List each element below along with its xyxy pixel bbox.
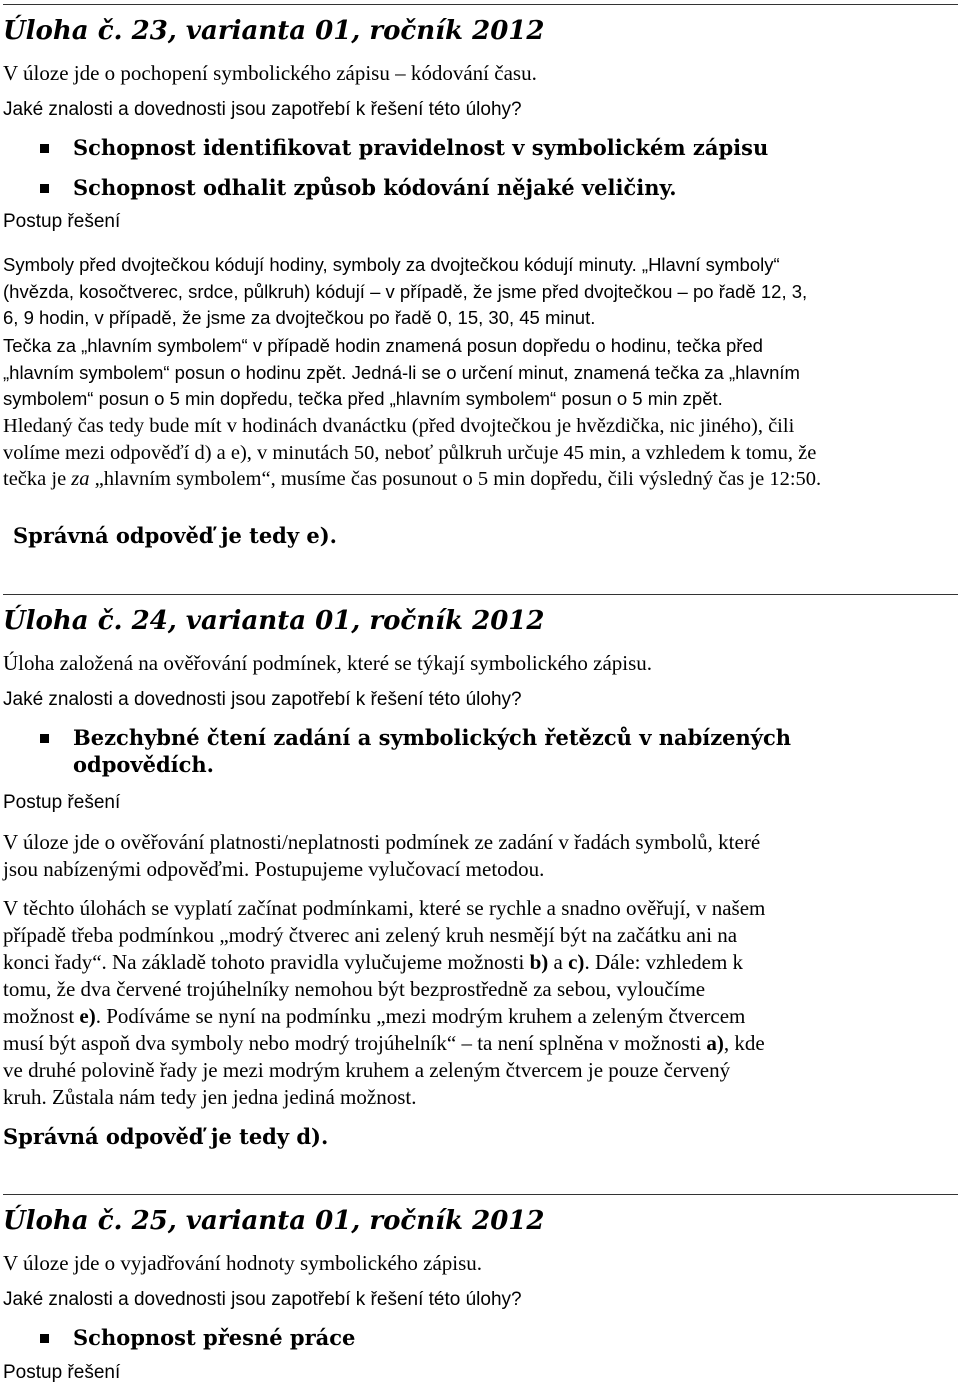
task-23-heading: Úloha č. 23, varianta 01, ročník 2012 (3, 16, 545, 46)
task-24-answer: Správná odpověď je tedy d). (3, 1124, 329, 1149)
task-23-paragraph-2: Tečka za „hlavním symbolem“ v případě hodin znamená posun dopředu o hodinu, tečka před „hlavním symbolem“ posun o hodinu zpět. Jedná-li se o určení minut, znamená tečka za „hlavním symbolem“ posun o 5 min dopředu, tečka před „hlavním symbolem“ posun o 5 min zpět. (3, 335, 800, 409)
document-page: Úloha č. 23, varianta 01, ročník 2012 V úloze jde o pochopení symbolického zápisu – kódování času. Jaké znalosti a dovednosti jsou zapotřebí k řešení této úlohy? Schopnost identifikovat pravidelnost v symbolickém zápisu Schopnost odhalit způsob kódování nějaké veličiny. Postup řešení Symboly před dvojtečkou kódují hodiny, symboly za dvojtečkou kódují minuty. „Hlavní symboly“ (hvězda, kosočtverec, srdce, půlkruh) kódují – v případě, že jsme před dvojtečkou – po řadě 12, 3, 6, 9 hodin, v případě, že jsme za dvojtečkou po řadě 0, 15, 30, 45 minut. Tečka za „hlavním symbolem“ v případě hodin znamená posun dopředu o hodinu, tečka před „hlavním symbolem“ posun o hodinu zpět. Jedná-li se o určení minut, znamená tečka za „hlavním symbolem“ posun o 5 min dopředu, tečka před „hlavním symbolem“ posun o 5 min zpět. Hledaný čas tedy bude mít v hodinách dvanáctku (před dvojtečkou je hvězdička, nic jiného), čili volíme mezi odpověďí d) a e), v minutách 50, neboť půlkruh určuje 45 min, a vzhledem k tomu, že tečka je za „hlavním symbolem“, musíme čas posunout o 5 min dopředu, čili výsledný čas je 12:50. Správná odpověď je tedy e). Úloha č. 24, varianta 01, ročník 2012 Úloha založená na ověřování podmínek, které se týkají symbolického zápisu. Jaké znalosti a dovednosti jsou zapotřebí k řešení této úlohy? Bezchybné čtení zadání a symbolických řetězců v nabízených odpovědích. Postup řešení V úloze jde o ověřování platnosti/neplatnosti podmínek ze zadání v řadách symbolů, které jsou nabízenými odpověďmi. Postupujeme vylučovací metodou. V těchto úlohách se vyplatí začínat podmínkami, které se rychle a snadno ověřují, v našem případě třeba podmínkou „modrý čtverec ani zelený kruh nesmějí být na začátku ani na konci řady“. Na základě tohoto pravidla vylučujeme možnosti b) a c). Dále: vzhledem k tomu, že dva červené trojúhelníky nemohou být bezprostředně za sebou, vyloučíme možnost e). Podíváme se nyní na podmínku „mezi modrým kruhem a zeleným čtvercem musí být aspoň dva symboly nebo modrý trojúhelník“ – ta není splněna v možnosti a), kde ve druhé polovině řady je mezi modrým kruhem a zeleným čtvercem je pouze červený kruh. Zůstala nám tedy jen jedna jediná možnost. Správná odpověď je tedy d). Úloha č. 25, varianta 01, ročník 2012 V úloze jde o vyjadřování hodnoty symbolického zápisu. Jaké znalosti a dovednosti jsou zapotřebí k řešení této úlohy? Schopnost přesné práce Postup řešení (0, 0, 960, 1390)
task-25-skills-question: Jaké znalosti a dovednosti jsou zapotřebí k řešení této úlohy? (3, 1289, 522, 1310)
task-23-skills-question: Jaké znalosti a dovednosti jsou zapotřebí k řešení této úlohy? (3, 99, 522, 120)
section-divider (3, 1194, 958, 1195)
task-25-procedure-label: Postup řešení (3, 1362, 121, 1383)
bullet-square-icon (40, 1334, 49, 1343)
task-23-procedure-label: Postup řešení (3, 211, 121, 232)
bullet-square-icon (40, 144, 49, 153)
task-23-paragraph-1: Symboly před dvojtečkou kódují hodiny, symboly za dvojtečkou kódují minuty. „Hlavní symboly“ (hvězda, kosočtverec, srdce, půlkruh) kódují – v případě, že jsme před dvojtečkou – po řadě 12, 3, 6, 9 hodin, v případě, že jsme za dvojtečkou po řadě 0, 15, 30, 45 minut. (3, 254, 808, 328)
task-24-intro: Úloha založená na ověřování podmínek, které se týkají symbolického zápisu. (3, 651, 653, 675)
bullet-square-icon (40, 184, 49, 193)
task-23-intro: V úloze jde o pochopení symbolického zápisu – kódování času. (3, 61, 537, 85)
task-24-procedure-label: Postup řešení (3, 792, 121, 813)
bullet-square-icon (40, 734, 49, 743)
task-24-paragraph-2: V těchto úlohách se vyplatí začínat podmínkami, které se rychle a snadno ověřují, v našem případě třeba podmínkou „modrý čtverec ani zelený kruh nesmějí být na začátku ani na konci řady“. Na základě tohoto pravidla vylučujeme možnosti b) a c). Dále: vzhledem k tomu, že dva červené trojúhelníky nemohou být bezprostředně za sebou, vyloučíme možnost e). Podíváme se nyní na podmínku „mezi modrým kruhem a zeleným čtvercem musí být aspoň dva symboly nebo modrý trojúhelník“ – ta není splněna v možnosti a), kde ve druhé polovině řady je mezi modrým kruhem a zeleným čtvercem je pouze červený kruh. Zůstala nám tedy jen jedna jediná možnost. (3, 896, 766, 1109)
task-24-skills-question: Jaké znalosti a dovednosti jsou zapotřebí k řešení této úlohy? (3, 689, 522, 710)
task-25-intro: V úloze jde o vyjadřování hodnoty symbolického zápisu. (3, 1251, 483, 1275)
task-23-paragraph-3: Hledaný čas tedy bude mít v hodinách dvanáctku (před dvojtečkou je hvězdička, nic jiného), čili volíme mezi odpověďí d) a e), v minutách 50, neboť půlkruh určuje 45 min, a vzhledem k tomu, že tečka je za „hlavním symbolem“, musíme čas posunout o 5 min dopředu, čili výsledný čas je 12:50. (3, 415, 822, 490)
section-divider (3, 4, 958, 5)
task-24-paragraph-1: V úloze jde o ověřování platnosti/neplatnosti podmínek ze zadání v řadách symbolů, které jsou nabízenými odpověďmi. Postupujeme vylučovací metodou. (3, 830, 761, 881)
task-23-answer: Správná odpověď je tedy e). (13, 523, 337, 548)
section-divider (3, 594, 958, 595)
task-25-heading: Úloha č. 25, varianta 01, ročník 2012 (3, 1206, 545, 1236)
task-24-heading: Úloha č. 24, varianta 01, ročník 2012 (3, 606, 545, 636)
